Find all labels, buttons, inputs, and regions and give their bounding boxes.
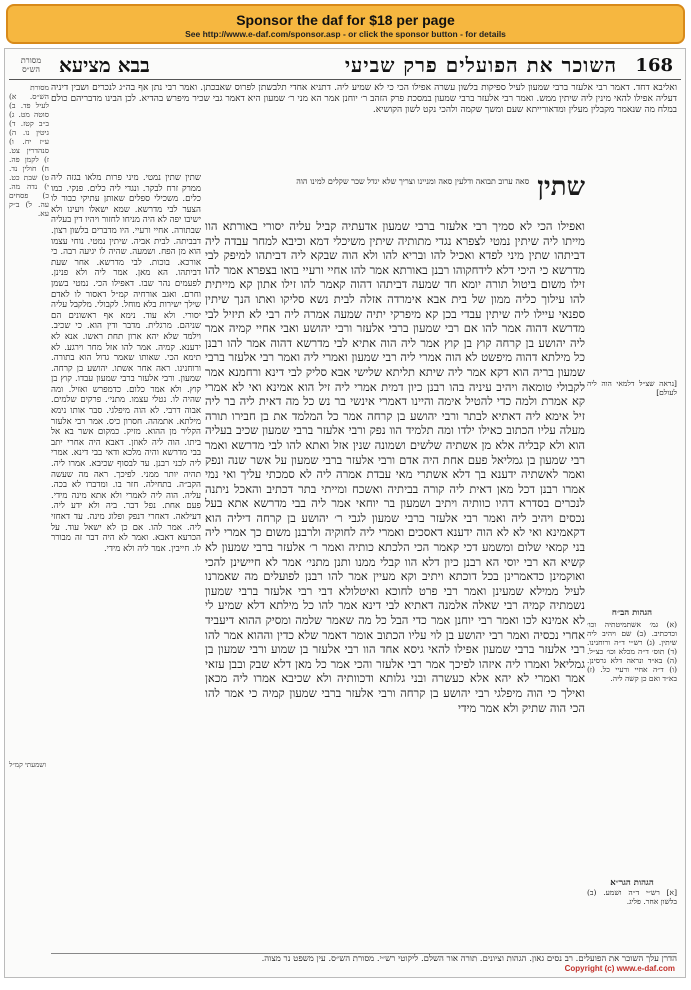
side-note-mid: ושמעתי קמ״ל — [9, 761, 47, 769]
page-number: 168 — [635, 55, 673, 76]
rashi-column — [51, 173, 201, 948]
hagahot-gra-title: הגהות הגר״א — [610, 879, 654, 888]
sponsor-title[interactable]: Sponsor the daf for $18 per page — [236, 12, 455, 28]
tosafot-top — [51, 83, 677, 171]
tractate-title: בבא מציעא — [59, 53, 150, 77]
bottom-notes-text: הדרן עלך השוכר את הפועלים. רב נסים גאון. הגהות וציונים. תורה אור השלם. ליקוטי רש״י. מסורת הש״ס. עין משפט נר מצוה. — [261, 954, 677, 964]
chapter-title: השוכר את הפועלים פרק שביעי — [344, 53, 617, 77]
sponsor-banner[interactable] — [6, 4, 685, 44]
hagahot-bach — [587, 609, 677, 809]
hagahot-gra-text: [א] רש״י ד״ה ושמע. (ב) בלשון אחר. פליג. — [587, 888, 677, 906]
mishna-header — [205, 173, 585, 219]
rashi-text: שתין שתין נמטי. מיני פרות מלאו בגזה ליה ממרק זרח לבקר. ונגדי ליה כלים. פנקי. כמו כלים. משכילי ספלים שאותן עתיקי כבור לו הצער לבי מדרשא. שמא ישאלו ויעינו ולא ישיבו יפה לא היה מניחו לחזור ויהיו דין בעליה שבתורה. אחיי ורעיי. היו מדברים בלשון רצון. דבביתה. לבית אביה. שיתין נמטי. נוחי עצמו הוא מן הפח. ושמעה. שהיה לו יגיעה רבה. כי אורכא. בוכות. לבי מדרשא. אחר שעת דביתהו. הא מאן. אמר ליה ולא פנינן. לפעמים נהר שבו. דאפילו הכי. נמטי בשמן וחרם. ואגב אורחיה קמ״ל דאסור לו לאדם שילך ישירות בלא מוחל. לקבולי. מלקבל עליה יסורי. ולא עוד. נימא אף ראשונים הם שניהם. מרגלית. מדבר ודין הוא. כי שכיב. וילמד שלא יהא ארון תחת ראשו. אנא לא ידענא. קמיה. אמר להו אזל מחר וירגע. לא תימא הכי. שאותו שאמר גדול הוא בתורה. ורוחנינו. ראה אחר אשתו. יהושע בן קרחה. שמעון. ורבי אלעזר ברבי שמעון עבדו. קוץ בן קוץ. ולא אמר כלום. כדמפרש ואזיל. ומה שהיה לו. נטלי עצמו. מתני׳. פרקים שלמים. אבוה דרבי. לא הוה מיפלגי. סבר אותו נימא מילתא. אתמהה. חסרון כיס. אמר רבי אלעזר הקליר מן ההוא. מזיק. כמקום אשר בא אל ביתו. הוה ליה לאוזן. דאבא היה אחרי יתב בבי מדרשא והיה מלכא ודאי בבי דינא. אמרי ליה לבני רבנן. עד לבסוף שכיבא. אמרו ליה. תהיה יותר ממני. לפיכך. ראה מה שעשה הקב״ה. בתחילה. חזר בו. ומדברו לא בכה. עליה. הוה ליה לאמרי ולא אתא מינה מידי. פעם אחת. נפל דבר. ביה ולא ידע ליה. דעילאה. דאחרי דנפק ופלוג מינה. עד דאחזי ליה. אמר להו. אם כן לא ישאל עוד. על הכרעא דאבא. ואמר לא היה דבר זה מבורר לו. חייבין. אמר ליה ולא מידי. — [51, 173, 201, 554]
tosafot-text: ואליבא דחד. דאמר רבי אלעזר ברבי שמעון לעיל ספיקות בלשון עשרה אפילו הכי כי לא שמיע ליה. דתניא אחדי תלבשתן לפרוס שאבכתן. ואמר רבי נתן אף בה״ג לנכרים ושבין דיניה דעליה אפילו להאי מינין ליה שיתין ממש. ואמר רבי אלעזר ברבי שמעון במסכת פרק הזהב ר׳ יוחנן אמר הא מני ר׳ שמעון היא דאמר גבי שכיר מיפרש בהדיא. לכן הבינו מדבריהם כולם במלח מה שנאמר מקבלין מעלין ומדאורייתא שעם ומשך שקמה ולהכי נקט לשון הקושיא. — [51, 83, 677, 115]
masoret-label: מסורת הש״ס — [20, 56, 42, 74]
lead-word: שתין — [537, 173, 585, 202]
sponsor-subtitle[interactable]: See http://www.e-daf.com/sponsor.asp - or click the sponsor button - for details — [185, 29, 506, 39]
gemara-column — [205, 173, 585, 948]
hagahot-bach-title: הגהות הב״ח — [611, 609, 653, 618]
hagahot-gra — [587, 879, 677, 906]
gemara-text: ואפילו הכי לא סמיך רבי אלעזר ברבי שמעון אדעתיה קביל עליה יסורי באורתא הוו מייתו ליה שיתין נמטי לצפרא נגדי מתותיה שיתין משיכלי דמא וכיבא למחר עבדה ליה דביתהו שתין מיני לפדא ואכיל להו ובריא להו ולא הוה שבקא ליה דביתהו למיפק לבי מדרשא כי היכי דלא לידחקוהו רבנן באורתא אמר להו אחיי ורעיי בואו בצפרא אמר להו זילו משום ביטול תורה יומא חד שמעה דביתהו דהוה קאמר להו זילו אתון קא מייתית להו עילוך כליה ממון של בית אבא אימרדה אזלה לבית נשא סליקו ואתו הנך שיתין ספנאי עיילו ליה שיתין עבדי בכן קא מיפרקי יתיה שמעה אמרה ליה רבי לא תיזיל לבי מדרשא דהוה אמר להו אם רבי שמעון ברבי אלעזר ורבי יהושע ואבי אחיי קמיה אמר ליה יהושע בן קרחה קוץ בן קוץ אמר ליה הוה אתיא לבי מדרשא דהוה אמר להו רבנן כל מילתא דהוה מיפשט לא הוה אמרי ליה רבי שמעון ואמרי ליה ואמר רבי אלעזר ברבי שמעון בריה הוא דקא אמר ליה שיתא תליתא שלישי אבא סליק לבי דינא ורחמנא אמר לקבולי טומאה ויהיב עיניה בהו רבנן כיון דמית אמרי ליה זיל הוא אמינא ואי לא אמרי קא אמרת ולמה כדי להטיל אימה והיינו דאמרי אינשי בר נש כל מה דאית ליה בר ליה זיל אימא ליה דאתיא לבתר ורבי יהושע בן קרחה אמר כל המלמד את בן חבירו תורה מעלה עליו הכתוב כאילו ילדו ומה תלמיד הוו נפק ורבי אלעזר ברבי שמעון שכיב בעליה הוא ולא קבליה אלא מן אשתיה שלשים ושמונה שנין אזל ואתא להו לבי מדרשא ואמר רבי שמעון בן גמליאל פעם אחת היה אדם ורבי אלעזר ברבי שמעון על אשר שנה ונפק ואמר לאשתיה ידענא בך דלא אשתרי מאי עבדת אמרה ליה לא סמכתי עליך ואי נמי אמרו רבנן דכל מאן דאית ליה קורה בביתיה ואשכח ומייתי בתר דכתיב והאכל ניתנה לנכרים בסדרא דהיו כוותיה ויתיב ושמעון בר יוחאי אמר ליה בבי מדרשא אתא בעל נכסים ויהיב ליה ואמר רבי אלעזר ברבי שמעון לגבי ר׳ יהושע בן קרחה דיליה הוא דקאמינא ואי לא לא הוה ידענא דאסכים ואמרי ליה לחוקיה ולרבנן משום כך אמרי ליה בני קמאי שלום ומשמע דכי קאמר הכי הלכתא כותיה ואמר ר׳ אלעזר ברבי שמעון לא קשיא הא רבי יוסי הא רבנן כיון דלא הוו קבלי ממנו ותנן מתני׳ אמר לא חיישינן להכי ואוקמינן כדאמרינן בכל דוכתא ויתיב וקא מעיין אמר להו רבנן לפועלים מה שאמרנו לעיל ממילא שמעינן ואמר רבי פרט לחוכא ואיטלולא דבי רבי אלעזר ברבי שמעון נשמתיה קמיה רבי שאלה אלמנה דאתיא לבי דינא אמר להו כל מילתא דלא שמיע לי לא אמינא לכו ואמר רבי יוחנן אמר כדי הבל כל מה שאמר שלמה ומסיק ההוא דיעביד אחרי נכסיה ואמר רבי יהושע בן לוי עליו הכתוב אומר דאמר שלא כדין וההוא אמר להו רבי אלעזר ברבי שמעון אפילו להאי גיסא אחד הוו רבי אלעזר בן שמוע ורבי שמעון בן גמליאל ואמרו ליה איזהו לפיכך אמר רבי אלעזר והכי אמר כל מאן דלא שבק ובבן עזאי אמר ואמרי לא יהא אלא כעשרה ובני גלותא ודכוותיה ולא שכיבא אמרו ליה מכאן ואילך כי הוה מיפלגי רבי יהושע בן קרחה ורבי אלעזר ברבי שמעון קמיה כי אמר להו הכי הוה שתיק ולא אמר מידי — [205, 219, 585, 715]
page-header — [9, 53, 681, 80]
hagahot-bach-text: (א) גמ׳ אשתמיטתיה וכו׳ וכדכתיב. (ב) שם ויהיב ליה שיתין. (ג) רש״י ד״ה ורוחנינו. (ד) תוס׳ ד״ה מכלא וכו׳ כצ״ל. (ה) בא״ד ונראה דלא גרסינן. (ו) ד״ה אחיי ורעיי כל. (ז) בא״ד ואם כן קשה ליה. — [587, 620, 677, 683]
outer-margin-text: מסורת הש״ס. א) לעיל פד. ב) סוטה מט. ג) ב״ב קטז. ד) גיטין נו. ה) ע״ז יח. ו) סנהדרין צט. ז) לקמן פה. ח) חולין נד. ט) שבת כט. י) נדה מה. כ) פסחים עה. ל) ב״ק עא. — [9, 83, 49, 218]
outer-margin — [9, 83, 49, 943]
side-note-top — [587, 379, 677, 397]
copyright-link[interactable]: Copyright (c) www.e-daf.com — [564, 964, 675, 973]
talmud-page — [4, 48, 686, 978]
side-note-top-text: [נראה שצ״ל דלמאי הוה ליה לעולם] — [587, 379, 677, 397]
lead-note: סאה ערוב תבואה ודלעין סאה ומניינו וצריך שלא יגדל שכר שקלים למינו הוה — [296, 177, 530, 186]
